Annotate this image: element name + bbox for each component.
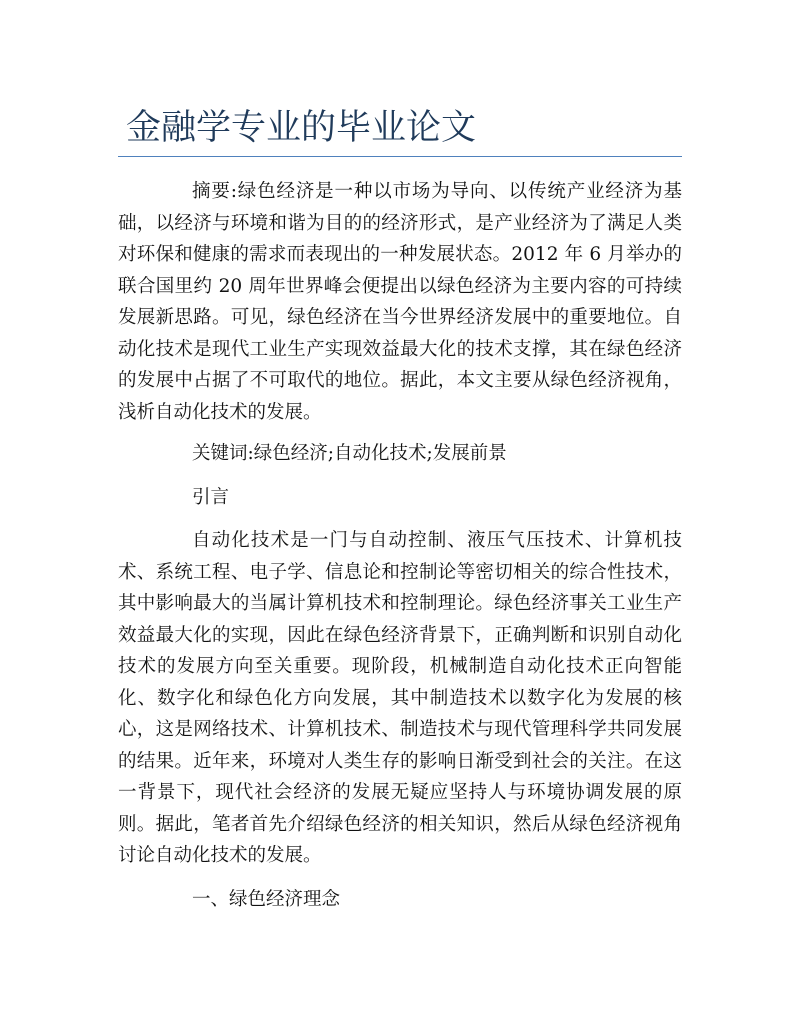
introduction-paragraph: 自动化技术是一门与自动控制、液压气压技术、计算机技术、系统工程、电子学、信息论和控制论等密切相关的综合性技术，其中影响最大的当属计算机技术和控制理论。绿色经济事关工业生产效益最大化的实现，因此在绿色经济背景下，正确判断和识别自动化技术的发展方向至关重要。现阶段，机械制造自动化技术正向智能化、数字化和绿色化方向发展，其中制造技术以数字化为发展的核心，这是网络技术、计算机技术、制造技术与现代管理科学共同发展的结果。近年来，环境对人类生存的影响日渐受到社会的关注。在这一背景下，现代社会经济的发展无疑应坚持人与环境协调发展的原则。据此，笔者首先介绍绿色经济的相关知识，然后从绿色经济视角讨论自动化技术的发展。 <box>118 530 682 866</box>
document-body <box>118 176 682 927</box>
keywords-line: 关键词:绿色经济;自动化技术;发展前景 <box>192 443 507 464</box>
section-heading: 一、绿色经济理念 <box>192 888 341 910</box>
introduction-heading: 引言 <box>192 486 230 508</box>
title-divider <box>118 156 682 157</box>
abstract-paragraph: 摘要:绿色经济是一种以市场为导向、以传统产业经济为基础，以经济与环境和谐为目的的经济形式，是产业经济为了满足人类对环保和健康的需求而表现出的一种发展状态。2012 年 6 月举办的联合国里约 20 周年世界峰会便提出以绿色经济为主要内容的可持续发展新思路。可见，绿色经济在当今世界经济发展中的重要地位。自动化技术是现代工业生产实现效益最大化的技术支撑，其在绿色经济的发展中占据了不可取代的地位。据此，本文主要从绿色经济视角，浅析自动化技术的发展。 <box>118 181 682 423</box>
page-title: 金融学专业的毕业论文 <box>126 108 477 148</box>
